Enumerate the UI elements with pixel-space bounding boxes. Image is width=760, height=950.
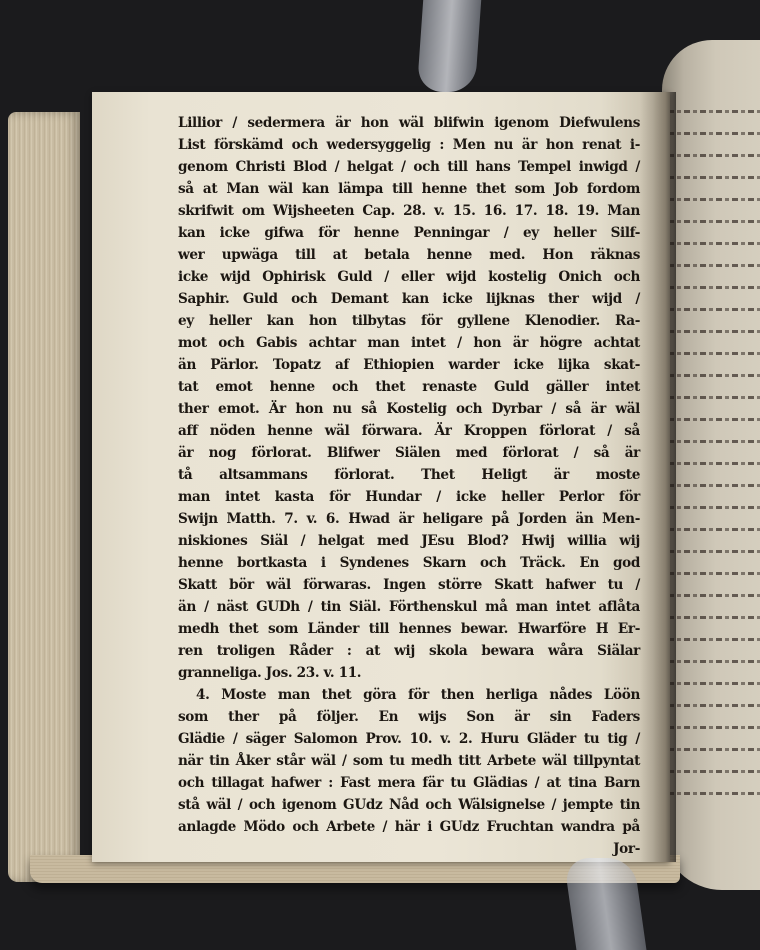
text-line: skrifwit om Wijsheeten Cap. 28. v. 15. 16. 17. 18. 19. Man (178, 203, 640, 219)
text-line: mot och Gabis achtar man intet / hon är högre achtat (178, 335, 640, 351)
text-line: är nog förlorat. Blifwer Siälen med förlorat / så är (178, 445, 640, 461)
page-edges-left (8, 112, 80, 882)
text-line: wer upwäga till at betala henne med. Hon räknas (178, 247, 640, 263)
text-line: Lillior / sedermera är hon wäl blifwin igenom Diefwulens (178, 115, 640, 131)
glass-clip-top (417, 0, 481, 92)
text-line: tå altsammans förlorat. Thet Heligt är moste (178, 467, 640, 483)
text-line: än / näst GUDh / tin Siäl. Förthenskul må man intet aflåta (178, 599, 640, 615)
text-line: ren troligen Råder : at wij skola bewara wåra Siälar (178, 643, 640, 659)
text-line: och tillagat hafwer : Fast mera fär tu Glädias / at tina Barn (178, 775, 640, 791)
text-line: henne bortkasta i Syndenes Skarn och Träck. En god (178, 555, 640, 571)
facing-page (662, 40, 760, 890)
text-line: niskiones Siäl / helgat med JEsu Blod? Hwij willia wij (178, 533, 640, 549)
text-line: anlagde Mödo och Arbete / här i GUdz Fruchtan wandra på (178, 819, 640, 835)
text-line: tat emot henne och thet renaste Guld gäller intet (178, 379, 640, 395)
text-line: när tin Åker står wäl / som tu medh titt Arbete wäl tillpyntat (178, 753, 640, 769)
catchword: Jor- (613, 841, 640, 857)
text-line: icke wijd Ophirisk Guld / eller wijd kostelig Onich och (178, 269, 640, 285)
text-line: Glädie / säger Salomon Prov. 10. v. 2. Huru Gläder tu tig / (178, 731, 640, 747)
text-line: Skatt bör wäl förwaras. Ingen större Skatt hafwer tu / (178, 577, 640, 593)
text-line: aff nöden henne wäl förwara. Är Kroppen förlorat / så (178, 423, 640, 439)
text-line: som ther på följer. En wijs Son är sin Faders (178, 709, 640, 725)
text-line: granneliga. Jos. 23. v. 11. (178, 665, 362, 681)
text-line: så at Man wäl kan lämpa till henne thet som Job fordom (178, 181, 640, 197)
text-line: genom Christi Blod / helgat / och till hans Tempel inwigd / (178, 159, 640, 175)
gutter-shadow (640, 92, 676, 862)
page-text-block (178, 112, 640, 860)
text-line: stå wäl / och igenom GUdz Nåd och Wälsignelse / jempte tin (178, 797, 640, 813)
text-line: medh thet som Länder till hennes bewar. Hwarföre H Er- (178, 621, 640, 637)
text-line: man intet kasta för Hundar / icke heller Perlor för (178, 489, 640, 505)
text-line: ther emot. Är hon nu så Kostelig och Dyrbar / så är wäl (178, 401, 640, 417)
text-line: 4. Moste man thet göra för then herliga nådes Löön (196, 687, 640, 703)
text-line: Saphir. Guld och Demant kan icke lijknas ther wijd / (178, 291, 640, 307)
text-line: kan icke gifwa för henne Penningar / ey heller Silf- (178, 225, 640, 241)
text-line: ey heller kan hon tilbytas för gyllene Klenodier. Ra- (178, 313, 640, 329)
text-line: Swijn Matth. 7. v. 6. Hwad är heligare på Jorden än Men- (178, 511, 640, 527)
text-line: List förskämd och wedersyggelig : Men nu är hon renat i- (178, 137, 640, 153)
text-line: än Pärlor. Topatz af Ethiopien warder icke lijka skat- (178, 357, 640, 373)
